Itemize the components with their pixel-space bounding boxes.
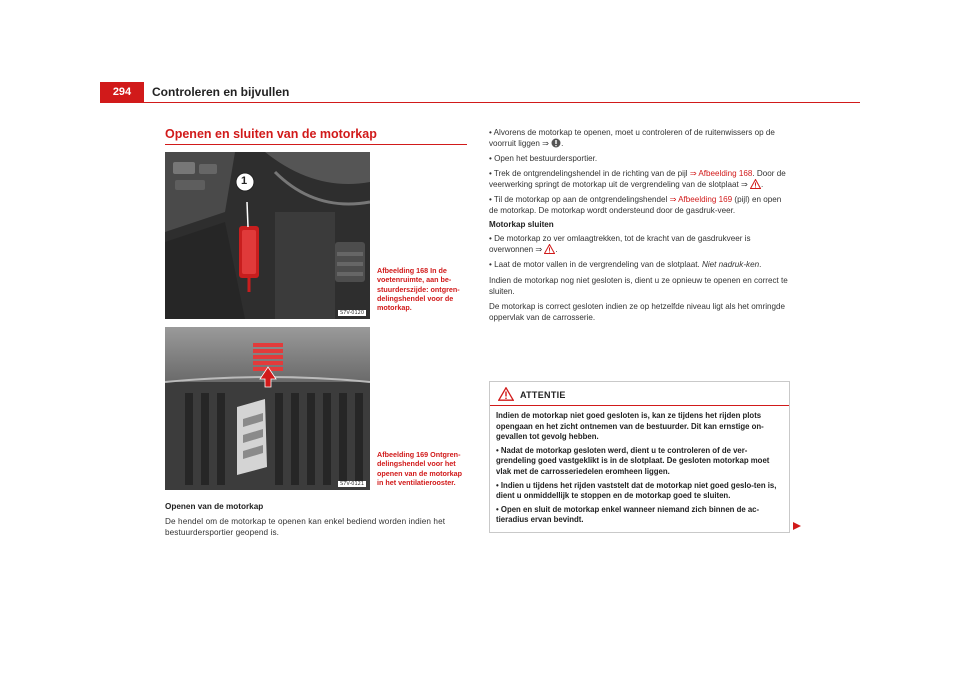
page-number: 294 xyxy=(112,86,132,98)
header-divider xyxy=(100,102,860,103)
attention-title: ATTENTIE xyxy=(520,390,566,400)
step-text-end: . xyxy=(760,180,764,189)
attention-body xyxy=(490,406,789,526)
paragraph-open-info: De hendel om de motorkap te openen kan enkel bediend worden indien het bestuurdersportier geopend is. xyxy=(165,517,446,537)
paragraph-correct-closure: De motorkap is correct gesloten indien ze op hetzelfde niveau ligt als het omringde oppervlak van de carrosserie. xyxy=(489,302,786,322)
section-title: Openen en sluiten van de motorkap xyxy=(165,127,377,141)
step-pull-down xyxy=(489,233,789,255)
step-text: • Laat de motor vallen in de vergrendeling van de slotplaat. xyxy=(489,260,702,269)
figure-footwell-release-lever xyxy=(165,152,370,319)
footwell-illustration xyxy=(165,152,370,319)
step-text: (pijl) en open de motorkap. De motorkap wordt ondersteund door de gasdruk-veer. xyxy=(489,195,782,215)
step-text: • Trek de ontgrendelingshendel in de richting van de pijl xyxy=(489,169,690,178)
warning-triangle-icon xyxy=(498,387,514,401)
figure-code: S7V-0120 xyxy=(339,310,364,316)
continue-arrow-icon xyxy=(793,522,801,530)
figure-marker-1: 1 xyxy=(241,175,248,187)
attention-bullet: • Nadat de motorkap gesloten werd, dient u te controleren of de ver-grendeling goed vastgeklikt is in de slotplaat. De gesloten motorkap moet vlak met de carrosseriedelen eromheen liggen. xyxy=(496,445,770,476)
figure-grille-release-lever xyxy=(165,327,370,490)
paragraph-reclose: Indien de motorkap nog niet gesloten is, dient u ze opnieuw te openen en correct te sluiten. xyxy=(489,276,788,296)
warning-triangle-icon xyxy=(750,179,764,189)
step-text: • Alvorens de motorkap te openen, moet u controleren of de ruitenwissers op de voorruit liggen ⇒ xyxy=(489,128,775,148)
attention-box xyxy=(489,381,790,533)
figure-169-link[interactable]: ⇒ Afbeelding 169 xyxy=(669,195,733,204)
subheading-open: Openen van de motorkap xyxy=(165,502,264,511)
grille-illustration xyxy=(165,327,370,490)
figure-caption-168: Afbeelding 168 In de voetenruimte, aan be-stuurderszijde: ontgren-delingshendel voor de motorkap. xyxy=(377,266,460,313)
step-text: • Til de motorkap op aan de ontgrendelingshendel xyxy=(489,195,670,204)
warning-triangle-icon xyxy=(544,244,558,254)
attention-bullet: • Open en sluit de motorkap enkel wanneer niemand zich binnen de ac-tieradius ervan bevindt. xyxy=(496,504,760,525)
page-number-badge xyxy=(100,82,144,102)
step-let-drop xyxy=(489,259,789,270)
attention-paragraph: Indien de motorkap niet goed gesloten is, kan ze tijdens het rijden plots opengaan en het zicht ontnemen van de bestuurder. Dit kan ernstige on-gevallen tot gevolg hebben. xyxy=(496,411,764,442)
figure-caption-169: Afbeelding 169 Ontgren-delingshendel voor het openen van de motorkap in het ventilatierooster. xyxy=(377,450,463,487)
step-text-end: . xyxy=(561,139,564,148)
step-text: . Door de veerwerking springt de motorkap uit de vergrendeling van de slotplaat ⇒ xyxy=(489,169,786,189)
subheading-close: Motorkap sluiten xyxy=(489,220,554,229)
chapter-title: Controleren en bijvullen xyxy=(152,85,290,99)
step-pull-lever xyxy=(489,168,789,190)
step-text-end: . xyxy=(555,245,558,254)
step-check-wipers xyxy=(489,127,789,149)
step-lift-hood xyxy=(489,194,789,216)
figure-168-link[interactable]: ⇒ Afbeelding 168 xyxy=(689,169,753,178)
note-icon xyxy=(551,138,564,148)
emphasis-text: Niet nadruk-ken xyxy=(701,260,760,269)
step-text: • De motorkap zo ver omlaagtrekken, tot de kracht van de gasdrukveer is overwonnen ⇒ xyxy=(489,234,751,254)
step-open-door: • Open het bestuurdersportier. xyxy=(489,154,598,163)
instructions-column xyxy=(489,127,789,327)
step-text-end: . xyxy=(759,260,762,269)
figure-code: S7V-0121 xyxy=(339,481,364,487)
attention-header xyxy=(490,382,789,406)
attention-bullet: • Indien u tijdens het rijden vaststelt dat de motorkap niet goed geslo-ten is, dient u onmiddellijk te stoppen en de motorkap goed te sluiten. xyxy=(496,480,777,501)
section-divider xyxy=(165,144,467,145)
